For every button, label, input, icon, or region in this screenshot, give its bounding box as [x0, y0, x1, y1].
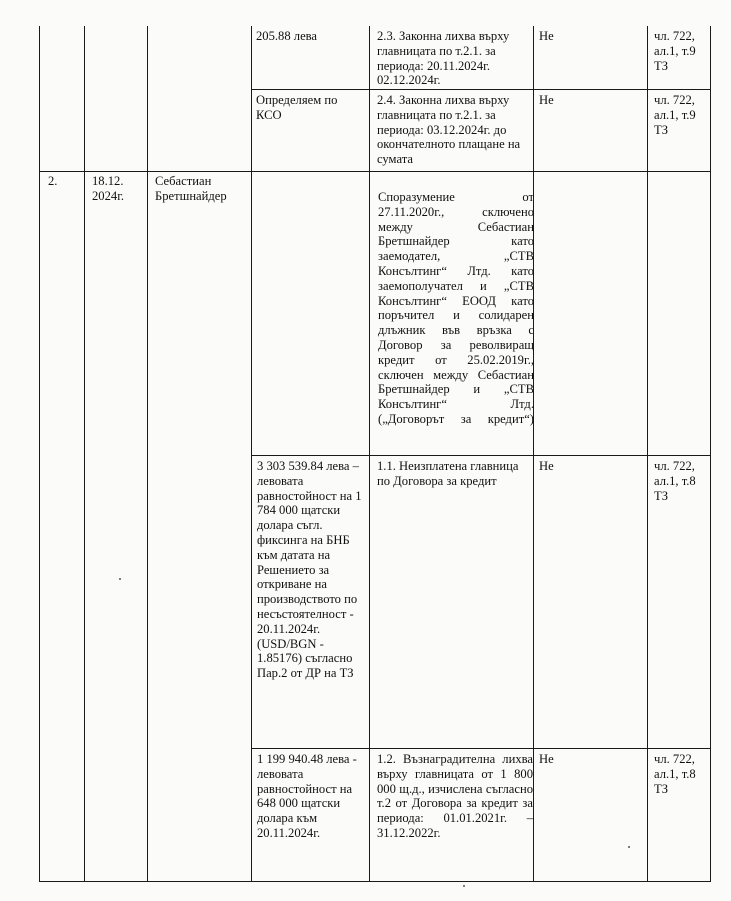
table-rule — [251, 89, 711, 90]
amount-cell: Определяем по КСО — [256, 93, 338, 122]
table-border-col1 — [84, 26, 85, 882]
description-cell: 2.4. Законна лихва върху главницата по т.2.1. за периода: 03.12.2024г. до окончателното плащане на сумата — [377, 93, 521, 167]
secured-cell: Не — [539, 93, 554, 107]
table-rule — [39, 881, 711, 882]
table-border-col3 — [251, 26, 252, 882]
secured-cell: Не — [539, 29, 554, 43]
table-border-col4 — [369, 26, 370, 882]
scan-speck — [119, 578, 121, 580]
description-cell: 1.1. Неизплатена главница по Договора за кредит — [377, 459, 519, 488]
table-border-right — [710, 26, 711, 882]
legal-basis-cell: чл. 722, ал.1, т.9 ТЗ — [654, 29, 696, 73]
amount-cell: 1 199 940.48 лева - левовата равностойност на 648 000 щатски долара към 20.11.2024г. — [257, 752, 357, 840]
table-border-col6 — [647, 26, 648, 882]
description-cell: 2.3. Законна лихва върху главницата по т.2.1. за периода: 20.11.2024г. 02.12.2024г. — [377, 29, 510, 88]
table-rule — [251, 455, 711, 456]
secured-cell: Не — [539, 459, 554, 473]
scan-speck — [463, 885, 465, 887]
scan-speck — [628, 846, 630, 848]
amount-cell: 3 303 539.84 лева – левовата равностойност на 1 784 000 щатски долара съгл. фиксинга на БНБ към датата на Решението за откриване на производството по несъстоятелност - 20.11.2024г. (USD/BGN - 1.85176) съгласно Пар.2 от ДР на ТЗ — [257, 459, 362, 681]
table-border-col2 — [147, 26, 148, 882]
row-number-cell: 2. — [48, 174, 58, 188]
description-cell: 1.2. Възнаградителна лихва върху главницата от 1 800 000 щ.д., изчислена съгласно т.2 от Договора за кредит за периода: 01.01.2021г. – 31.12.2022г. — [377, 752, 533, 840]
legal-basis-cell: чл. 722, ал.1, т.8 ТЗ — [654, 459, 696, 503]
table-border-col5 — [533, 26, 534, 882]
date-cell: 18.12. 2024г. — [92, 174, 125, 203]
creditor-cell: Себастиан Бретшнайдер — [155, 174, 227, 203]
agreement-description-cell: Споразумение от 27.11.2020г., сключено между Себастиан Бретшнайдер като заемодател, „СТВ Консълтинг“ Лтд. като заемополучател и „СТВ Консълтинг“ ЕООД като поръчител и солидарен длъжник във връзка с Договор за револвиращ кредит от 25.02.2019г., сключен между Себастиан Бретшнайдер и „СТВ Консълтинг“ Лтд. („Договорът за кредит“) — [378, 190, 534, 426]
legal-basis-cell: чл. 722, ал.1, т.8 ТЗ — [654, 752, 696, 796]
secured-cell: Не — [539, 752, 554, 766]
table-rule — [39, 171, 711, 172]
table-rule — [251, 748, 711, 749]
amount-cell: 205.88 лева — [256, 29, 318, 43]
table-border-left — [39, 26, 40, 882]
legal-basis-cell: чл. 722, ал.1, т.9 ТЗ — [654, 93, 696, 137]
